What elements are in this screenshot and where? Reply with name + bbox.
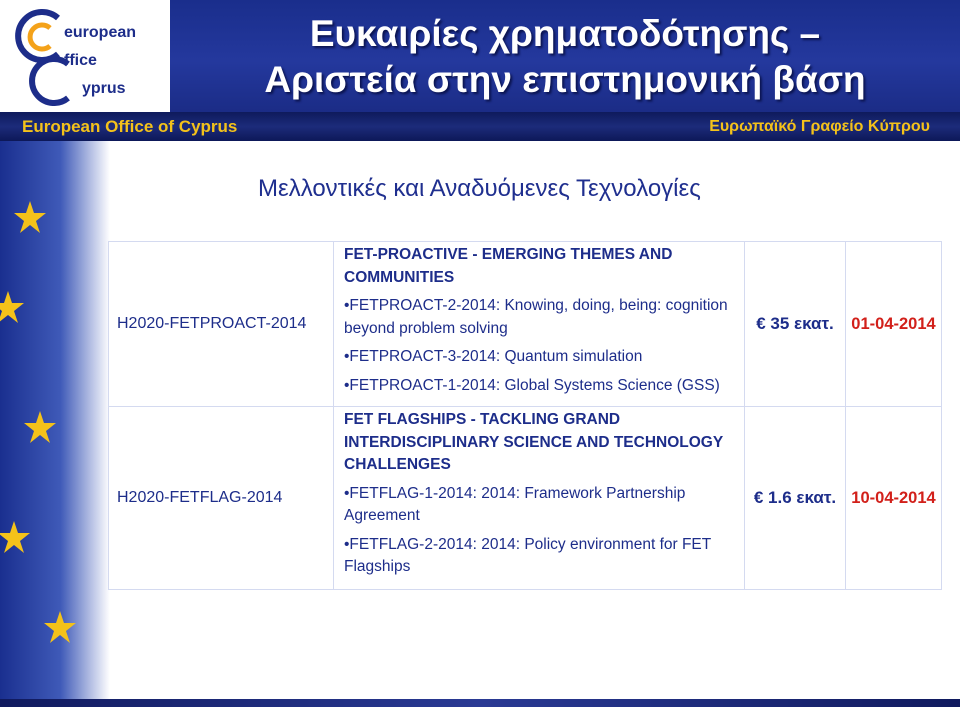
call-code-cell: [109, 242, 334, 407]
table-row: [109, 407, 942, 590]
funding-table: [108, 241, 942, 590]
call-code: H2020-FETPROACT-2014: [117, 315, 307, 333]
call-topic: •FETPROACT-2-2014: Knowing, doing, being: cognition beyond problem solving: [344, 297, 728, 337]
call-topic: •FETFLAG-1-2014: 2014: Framework Partnership Agreement: [344, 484, 686, 525]
logo-text-2: ffice: [64, 52, 97, 69]
logo-text-1: european: [64, 24, 137, 41]
title-line-2: Αριστεία στην επιστημονική βάση: [264, 59, 866, 100]
call-topic: •FETPROACT-1-2014: Global Systems Science (GSS): [344, 376, 720, 394]
eu-flag-decoration: [0, 141, 110, 699]
call-heading: FET FLAGSHIPS - TACKLING GRAND INTERDISCIPLINARY SCIENCE AND TECHNOLOGY CHALLENGES: [344, 411, 723, 474]
deadline-value: 10-04-2014: [851, 488, 936, 507]
call-code: H2020-FETFLAG-2014: [117, 489, 283, 507]
title-line-1: Ευκαιρίες χρηματοδότησης –: [309, 13, 821, 54]
budget-cell: [745, 407, 846, 590]
call-code-cell: [109, 407, 334, 590]
logo: [0, 0, 170, 112]
header: [0, 0, 960, 141]
call-topic: •FETFLAG-2-2014: 2014: Policy environment for FET Flagships: [344, 535, 711, 576]
call-heading: FET-PROACTIVE - EMERGING THEMES AND COMMUNITIES: [344, 246, 673, 286]
call-description-cell: [334, 407, 745, 590]
call-topic: •FETPROACT-3-2014: Quantum simulation: [344, 348, 643, 365]
budget-value: € 1.6 εκατ.: [753, 488, 837, 508]
brand-name-english: European Office of Cyprus: [22, 117, 238, 136]
table-row: [109, 242, 942, 407]
footer-bar: [0, 699, 960, 707]
budget-cell: [745, 242, 846, 407]
logo-text-3: yprus: [82, 80, 126, 97]
brand-name-greek: Ευρωπαϊκό Γραφείο Κύπρου: [709, 118, 930, 135]
title-banner: [170, 0, 960, 112]
deadline-cell: [846, 242, 942, 407]
budget-value: € 35 εκατ.: [756, 314, 834, 334]
deadline-value: 01-04-2014: [851, 314, 936, 333]
page-subtitle: Μελλοντικές και Αναδυόμενες Τεχνολογίες: [258, 175, 701, 202]
deadline-cell: [846, 407, 942, 590]
call-description-cell: [334, 242, 745, 407]
brand-bar: [0, 112, 960, 141]
